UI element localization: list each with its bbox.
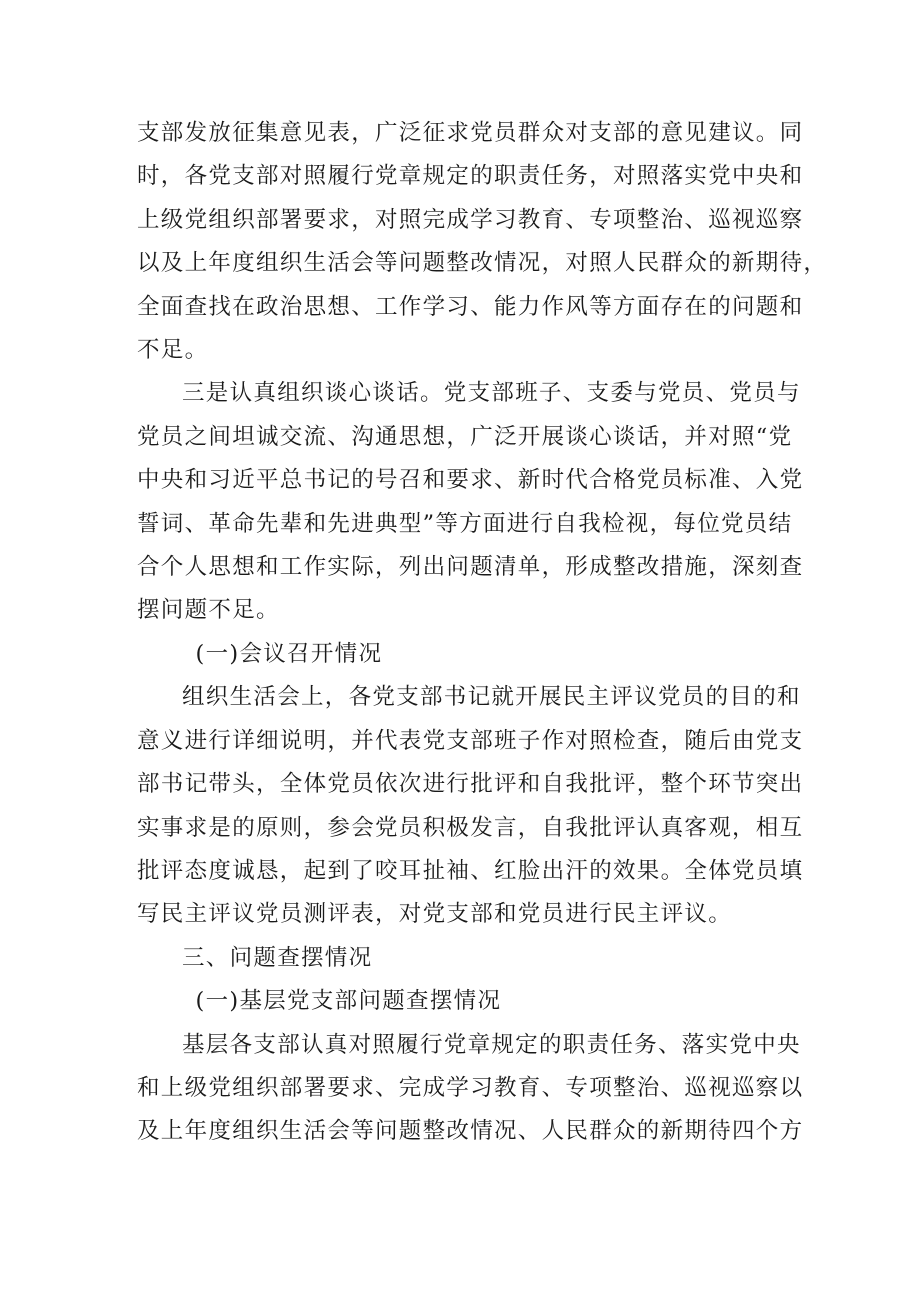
text-line: 时，各党支部对照履行党章规定的职责任务，对照落实党中央和	[137, 163, 804, 190]
paragraph-branch-review	[137, 1024, 803, 1154]
text-line: 党员之间坦诚交流、沟通思想，广泛开展谈心谈话，并对照“党	[137, 423, 793, 450]
text-line: 基层各支部认真对照履行党章规定的职责任务、落实党中央	[182, 1031, 801, 1058]
text-line: 实事求是的原则，参会党员积极发言，自我批评认真客观，相互	[137, 814, 804, 841]
paragraph-heart-to-heart-talks	[137, 372, 803, 632]
document-body	[137, 112, 828, 1154]
text-line: 及上年度组织生活会等问题整改情况、人民群众的新期待四个方	[137, 1118, 804, 1145]
text-line: 和上级党组织部署要求、完成学习教育、专项整治、巡视巡察以	[137, 1074, 804, 1101]
section-heading-branch-problems	[137, 980, 803, 1023]
heading-text: (一)基层党支部问题查摆情况	[195, 988, 502, 1015]
text-line: 三是认真组织谈心谈话。党支部班子、支委与党员、党员与	[182, 380, 801, 407]
paragraph-feedback-collection	[137, 112, 828, 372]
text-line: 不足。	[137, 337, 209, 364]
text-line: 上级党组织部署要求，对照完成学习教育、专项整治、巡视巡察	[137, 206, 804, 233]
text-line: 部书记带头，全体党员依次进行批评和自我批评，整个环节突出	[137, 771, 804, 798]
text-line: 摆问题不足。	[137, 597, 280, 624]
text-line: 支部发放征集意见表，广泛征求党员群众对支部的意见建议。同	[137, 120, 804, 146]
text-line: 合个人思想和工作实际，列出问题清单，形成整改措施，深刻查	[137, 554, 804, 581]
text-line: 誓词、革命先辈和先进典型”等方面进行自我检视，每位党员结	[137, 510, 793, 537]
section-heading-problems	[137, 937, 803, 980]
text-line: 意义进行详细说明，并代表党支部班子作对照检查，随后由党支	[137, 727, 804, 754]
text-line: 以及上年度组织生活会等问题整改情况，对照人民群众的新期待，	[137, 250, 828, 277]
text-line: 批评态度诚恳，起到了咬耳扯袖、红脸出汗的效果。全体党员填	[137, 857, 804, 884]
heading-text: 三、问题查摆情况	[182, 944, 373, 971]
heading-text: (一)会议召开情况	[195, 640, 383, 667]
text-line: 全面查找在政治思想、工作学习、能力作风等方面存在的问题和	[137, 293, 804, 320]
section-heading-meeting	[137, 633, 803, 676]
paragraph-meeting-details	[137, 676, 803, 936]
text-line: 中央和习近平总书记的号召和要求、新时代合格党员标准、入党	[137, 467, 804, 494]
text-line: 写民主评议党员测评表，对党支部和党员进行民主评议。	[137, 901, 733, 928]
text-line: 组织生活会上，各党支部书记就开展民主评议党员的目的和	[182, 684, 801, 711]
